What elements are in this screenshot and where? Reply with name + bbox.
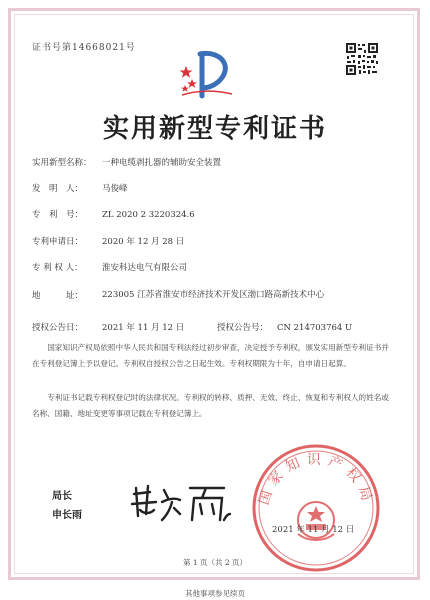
grant-number-value: CN 214703764 U <box>277 323 353 333</box>
certificate-number: 证书号第14668021号 <box>32 43 136 53</box>
paragraph-legal-status: 专利证书记载专利权登记时的法律状况。专利权的转移、质押、无效、终止、恢复和专利权人的姓名或名称、国籍、地址变更等事项记载在专利登记簿上。 <box>32 393 389 418</box>
cnipa-logo-icon <box>178 48 236 100</box>
qr-code-icon <box>345 42 379 76</box>
signatory-title: 局长 <box>52 491 72 502</box>
grant-number-label: 授权公告号： <box>217 323 269 333</box>
holder-value: 淮安科达电气有限公司 <box>102 263 188 273</box>
page-number: 第 1 页（共 2 页） <box>182 558 248 567</box>
address-value: 223005 江苏省淮安市经济技术开发区渤口路高新技术中心 <box>102 290 325 300</box>
holder-label: 专 利 权 人： <box>32 263 83 273</box>
name-label: 实用新型名称： <box>32 158 92 168</box>
paragraph-grant: 国家知识产权局依照中华人民共和国专利法经过初步审查，决定授予专利权，颁发实用新型专利证书并在专利登记簿上予以登记。专利权自授权公告之日起生效。专利权期限为十年，自申请日起算。 <box>32 343 389 368</box>
filing-date-value: 2020 年 12 月 28 日 <box>102 237 185 247</box>
handwritten-signature <box>128 480 233 525</box>
grant-date-label: 授权公告日： <box>32 323 84 333</box>
continuation-note: 其他事项参见续页 <box>185 589 245 598</box>
inventor-value: 马俊峰 <box>102 184 128 194</box>
field-inventor <box>32 182 128 194</box>
field-holder <box>32 261 187 273</box>
seal-date: 2021 年 11 月 12 日 <box>272 525 355 535</box>
field-patent-number <box>32 208 195 220</box>
signatory-name: 申长雨 <box>52 510 82 521</box>
field-filing-date <box>32 235 184 247</box>
field-name <box>32 156 221 168</box>
field-grant-date <box>32 321 352 333</box>
inventor-label: 发 明 人： <box>32 184 84 194</box>
grant-date-value: 2021 年 11 月 12 日 <box>102 323 185 333</box>
name-value: 一种电缆剥扎器的辅助安全装置 <box>102 158 222 168</box>
patent-number-label: 专 利 号： <box>32 210 84 220</box>
certificate-title: 实用新型专利证书 <box>102 114 327 144</box>
address-label: 地 址： <box>32 291 84 301</box>
patent-number-value: ZL 2020 2 3220324.6 <box>102 210 195 220</box>
field-address <box>32 289 402 301</box>
seal-text: 国家知识产权局 <box>256 451 377 509</box>
filing-date-label: 专利申请日： <box>32 237 84 247</box>
